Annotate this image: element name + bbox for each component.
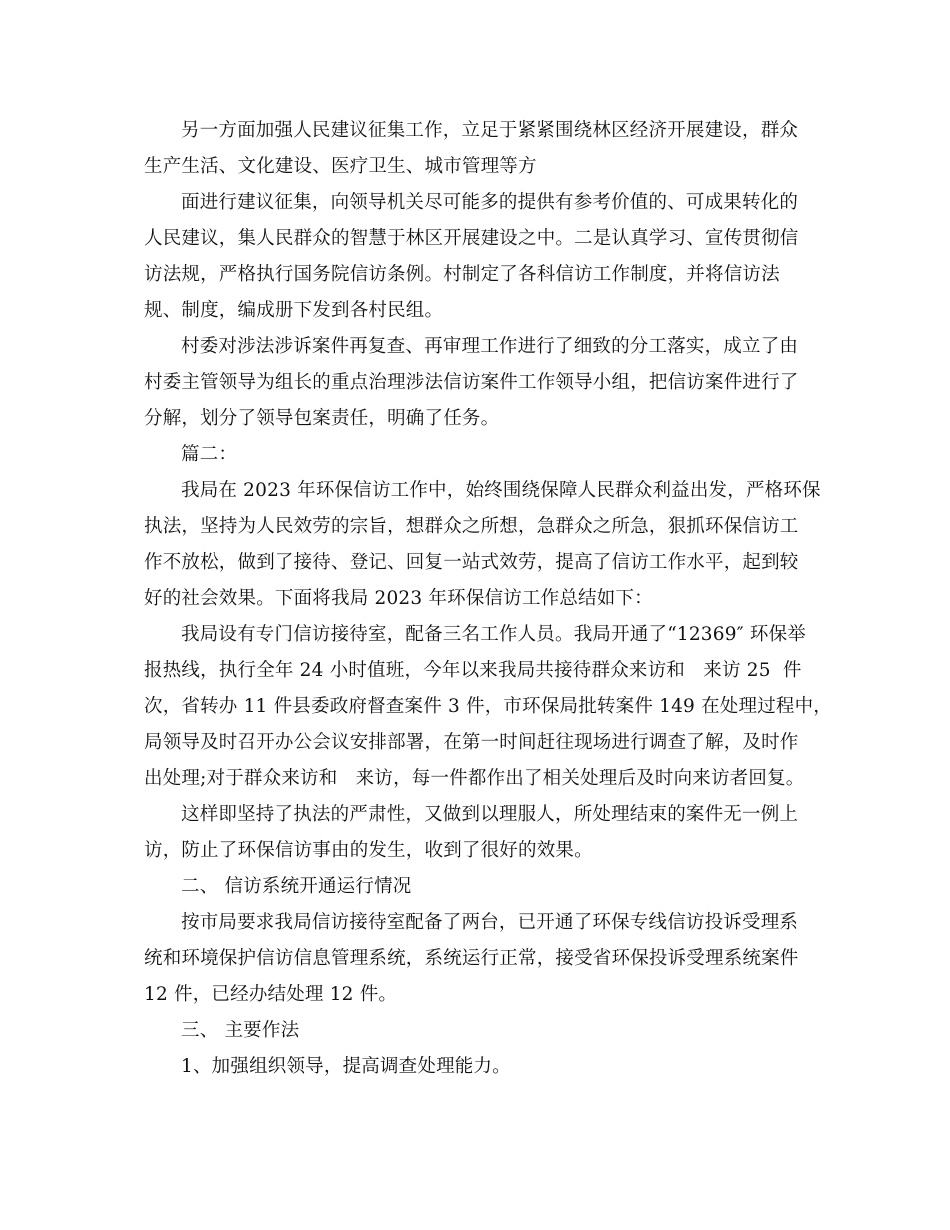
- text-line: 我局设有专门信访接待室，配备三名工作人员。我局开通了“12369″ 环保举: [181, 624, 807, 645]
- text-line: 分解，划分了领导包案责任，明确了任务。: [144, 408, 500, 429]
- text-line: 报热线，执行全年 24 小时值班，今年以来我局共接待群众来访和 来访 25 件: [144, 660, 802, 681]
- text-line: 出处理;对于群众来访和 来访，每一件都作出了相关处理后及时向来访者回复。: [144, 768, 805, 789]
- text-line: 生产生活、文化建设、医疗卫生、城市管理等方: [144, 156, 537, 177]
- text-line: 规、制度，编成册下发到各村民组。: [144, 300, 444, 321]
- text-line: 局领导及时召开办公会议安排部署，在第一时间赶往现场进行调查了解，及时作: [144, 732, 799, 753]
- section-heading: 篇二：: [181, 444, 238, 465]
- text-line: 访法规，严格执行国务院信访条例。村制定了各科信访工作制度，并将信访法: [144, 264, 780, 285]
- section-heading: 三、 主要作法: [181, 1020, 300, 1041]
- text-line: 这样即坚持了执法的严肃性，又做到以理服人，所处理结束的案件无一例上: [181, 804, 799, 825]
- text-line: 另一方面加强人民建议征集工作，立足于紧紧围绕林区经济开展建设，群众: [181, 120, 799, 141]
- text-line: 我局在 2023 年环保信访工作中，始终围绕保障人民群众利益出发，严格环保: [181, 480, 821, 501]
- text-line: 面进行建议征集，向领导机关尽可能多的提供有参考价值的、可成果转化的: [181, 192, 799, 213]
- text-line: 次，省转办 11 件县委政府督查案件 3 件，市环保局批转案件 149 在处理过程中，: [144, 696, 833, 717]
- text-line: 访，防止了环保信访事由的发生，收到了很好的效果。: [144, 840, 593, 861]
- text-line: 好的社会效果。下面将我局 2023 年环保信访工作总结如下：: [144, 588, 653, 609]
- text-line: 1、加强组织领导，提高调查处理能力。: [181, 1056, 511, 1077]
- text-line: 作不放松，做到了接待、登记、回复一站式效劳，提高了信访工作水平，起到较: [144, 552, 799, 573]
- text-line: 人民建议，集人民群众的智慧于林区开展建设之中。二是认真学习、宣传贯彻信: [144, 228, 799, 249]
- text-line: 12 件，已经办结处理 12 件。: [144, 984, 398, 1005]
- text-line: 按市局要求我局信访接待室配备了两台，已开通了环保专线信访投诉受理系: [181, 912, 799, 933]
- section-heading: 二、 信访系统开通运行情况: [181, 876, 412, 897]
- text-line: 村委对涉法涉诉案件再复查、再审理工作进行了细致的分工落实，成立了由: [181, 336, 799, 357]
- text-line: 统和环境保护信访信息管理系统，系统运行正常，接受省环保投诉受理系统案件: [144, 948, 799, 969]
- text-line: 执法，坚持为人民效劳的宗旨，想群众之所想，急群众之所急，狠抓环保信访工: [144, 516, 799, 537]
- text-line: 村委主管领导为组长的重点治理涉法信访案件工作领导小组，把信访案件进行了: [144, 372, 799, 393]
